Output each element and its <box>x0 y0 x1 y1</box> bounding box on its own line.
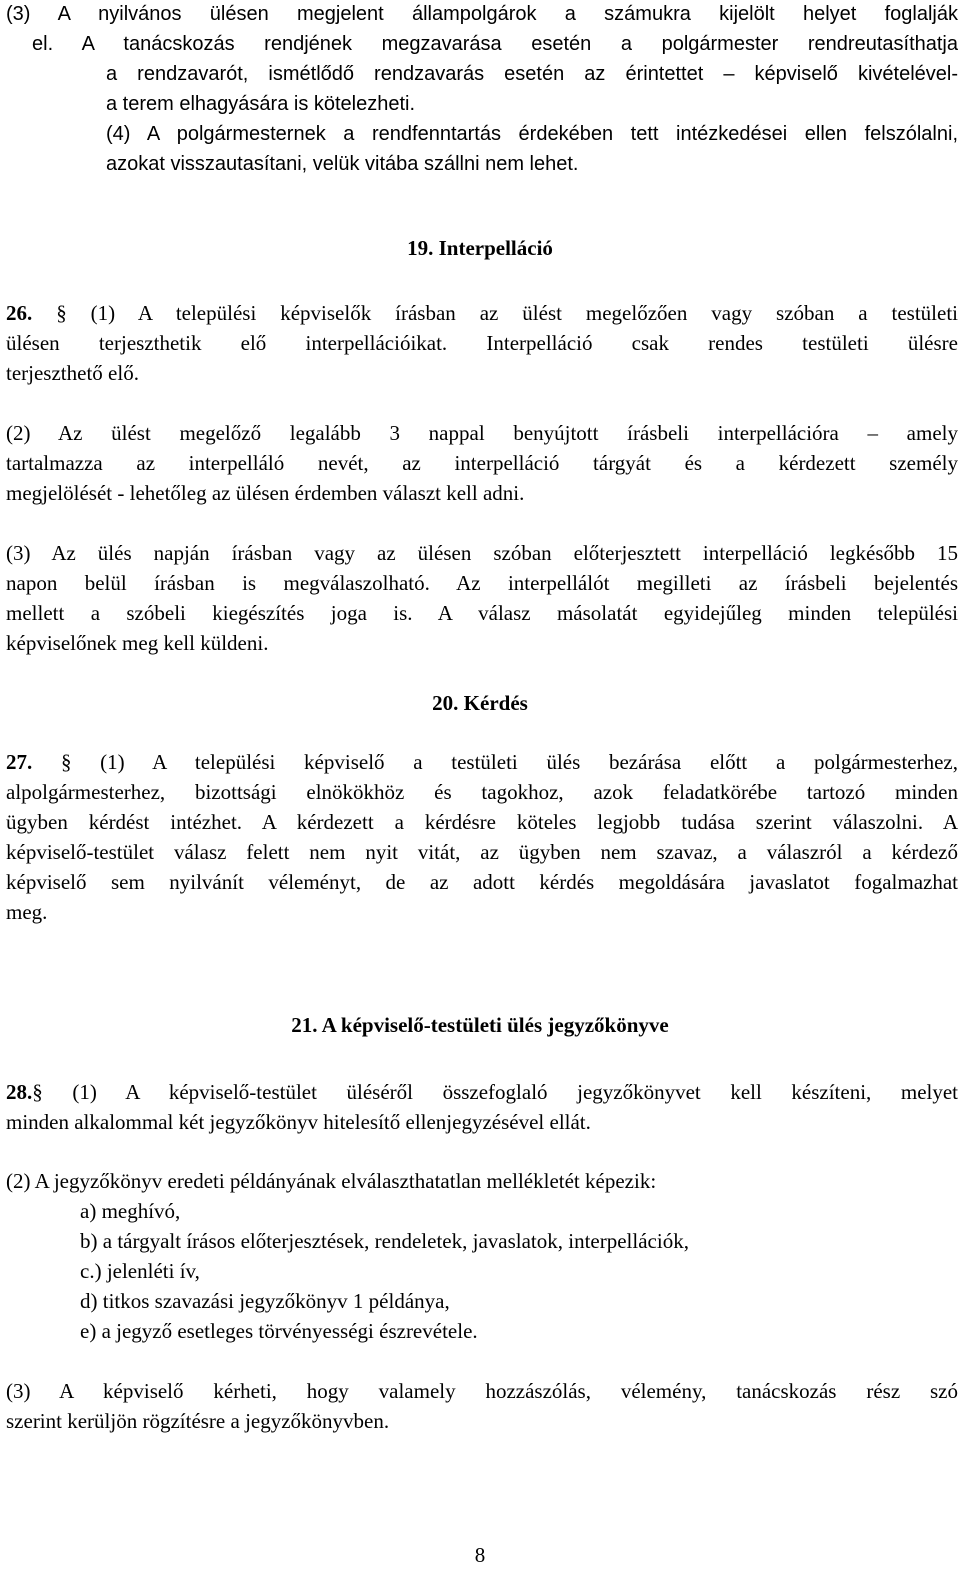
paragraph-sign: § <box>32 1080 43 1104</box>
section-21-heading: 21. A képviselő-testületi ülés jegyzőkönyve <box>291 1013 669 1037</box>
section-26-p2-line-2: tartalmazza az interpelláló nevét, az interpelláció tárgyát és a kérdezett személy <box>6 451 958 475</box>
section-28-line-1 <box>6 1077 958 1107</box>
section-27-line-4: képviselő-testület válasz felett nem nyit vitát, az ügyben nem szavaz, a válaszról a kérdező <box>6 840 958 864</box>
section-26-p3-line-2: napon belül írásban is megválaszolható. Az interpellálót megilleti az írásbeli bejelentés <box>6 571 958 595</box>
paragraph-sign: § <box>60 750 72 774</box>
section-26-line-3: terjeszthető elő. <box>6 361 139 385</box>
section-27-line-2: alpolgármesterhez, bizottsági elnökökhöz és tagokhoz, azok feladatkörébe tartozó minden <box>6 780 958 804</box>
paragraph-4-line-1: (4) A polgármesternek a rendfenntartás érdekében tett intézkedései ellen felszólalni, <box>106 123 958 145</box>
section-27-line-1 <box>6 747 958 777</box>
paragraph-4-line-2: azokat visszautasítani, velük vitába szállni nem lehet. <box>106 153 579 175</box>
section-26-p2-line-1: (2) Az ülést megelőző legalább 3 nappal benyújtott írásbeli interpellációra – amely <box>6 421 958 445</box>
section-27-line-5: képviselő sem nyilvánít véleményt, de az adott kérdés megoldására javaslatot fogalmazhat <box>6 870 958 894</box>
list-item: a) meghívó, <box>80 1199 181 1223</box>
section-26-p3-line-3: mellett a szóbeli kiegészítés joga is. A válasz másolatát egyidejűleg minden települési <box>6 601 958 625</box>
paragraph-3-line-4: a terem elhagyására is kötelezheti. <box>106 93 416 115</box>
section-26-line-2: ülésen terjeszthetik elő interpellációikat. Interpelláció csak rendes testületi ülésre <box>6 331 958 355</box>
section-28-p3-line-2: szerint kerüljön rögzítésre a jegyzőkönyvben. <box>6 1409 390 1433</box>
section-26-text: (1) A települési képviselők írásban az ülést megelőzően vagy szóban a testületi <box>90 301 959 325</box>
section-19-heading: 19. Interpelláció <box>407 236 553 260</box>
list-item: c.) jelenléti ív, <box>80 1259 200 1283</box>
section-26-p2-line-3: megjelölését - lehetőleg az ülésen érdemben választ kell adni. <box>6 481 525 505</box>
section-28-line-2: minden alkalommal két jegyzőkönyv hitelesítő ellenjegyzésével ellát. <box>6 1110 591 1134</box>
section-28-number: 28. <box>6 1080 33 1104</box>
list-item: d) titkos szavazási jegyzőkönyv 1 példánya, <box>80 1289 450 1313</box>
section-26-line-1 <box>6 298 958 328</box>
section-27-number: 27. <box>6 750 33 774</box>
section-27-line-6: meg. <box>6 900 48 924</box>
page-number: 8 <box>474 1543 486 1567</box>
section-28-p2-intro: (2) A jegyzőkönyv eredeti példányának elválaszthatatlan mellékletét képezik: <box>6 1169 657 1193</box>
paragraph-sign: § <box>56 301 67 325</box>
paragraph-3-line-1: (3) A nyilvános ülésen megjelent állampolgárok a számukra kijelölt helyet foglalják <box>6 3 958 25</box>
list-item: b) a tárgyalt írásos előterjesztések, rendeletek, javaslatok, interpellációk, <box>80 1229 689 1253</box>
section-28-text: (1) A képviselő-testület üléséről összefoglaló jegyzőkönyvet kell készíteni, melyet <box>72 1080 959 1104</box>
section-27-text: (1) A települési képviselő a testületi ülés bezárása előtt a polgármesterhez, <box>100 750 959 774</box>
section-27-line-3: ügyben kérdést intézhet. A kérdezett a kérdésre köteles legjobb tudása szerint válaszolni. A <box>6 810 958 834</box>
section-20-heading: 20. Kérdés <box>432 691 528 715</box>
paragraph-3-line-3: a rendzavarót, ismétlődő rendzavarás esetén az érintettet – képviselő kivételével- <box>106 63 958 85</box>
list-item: e) a jegyző esetleges törvényességi észrevétele. <box>80 1319 478 1343</box>
section-26-p3-line-4: képviselőnek meg kell küldeni. <box>6 631 269 655</box>
section-26-number: 26. <box>6 301 33 325</box>
section-26-p3-line-1: (3) Az ülés napján írásban vagy az ülésen szóban előterjesztett interpelláció legkésőbb 15 <box>6 541 958 565</box>
paragraph-3-line-2: el. A tanácskozás rendjének megzavarása esetén a polgármester rendreutasíthatja <box>32 33 958 55</box>
section-28-p3-line-1: (3) A képviselő kérheti, hogy valamely hozzászólás, vélemény, tanácskozás rész szó <box>6 1379 958 1403</box>
